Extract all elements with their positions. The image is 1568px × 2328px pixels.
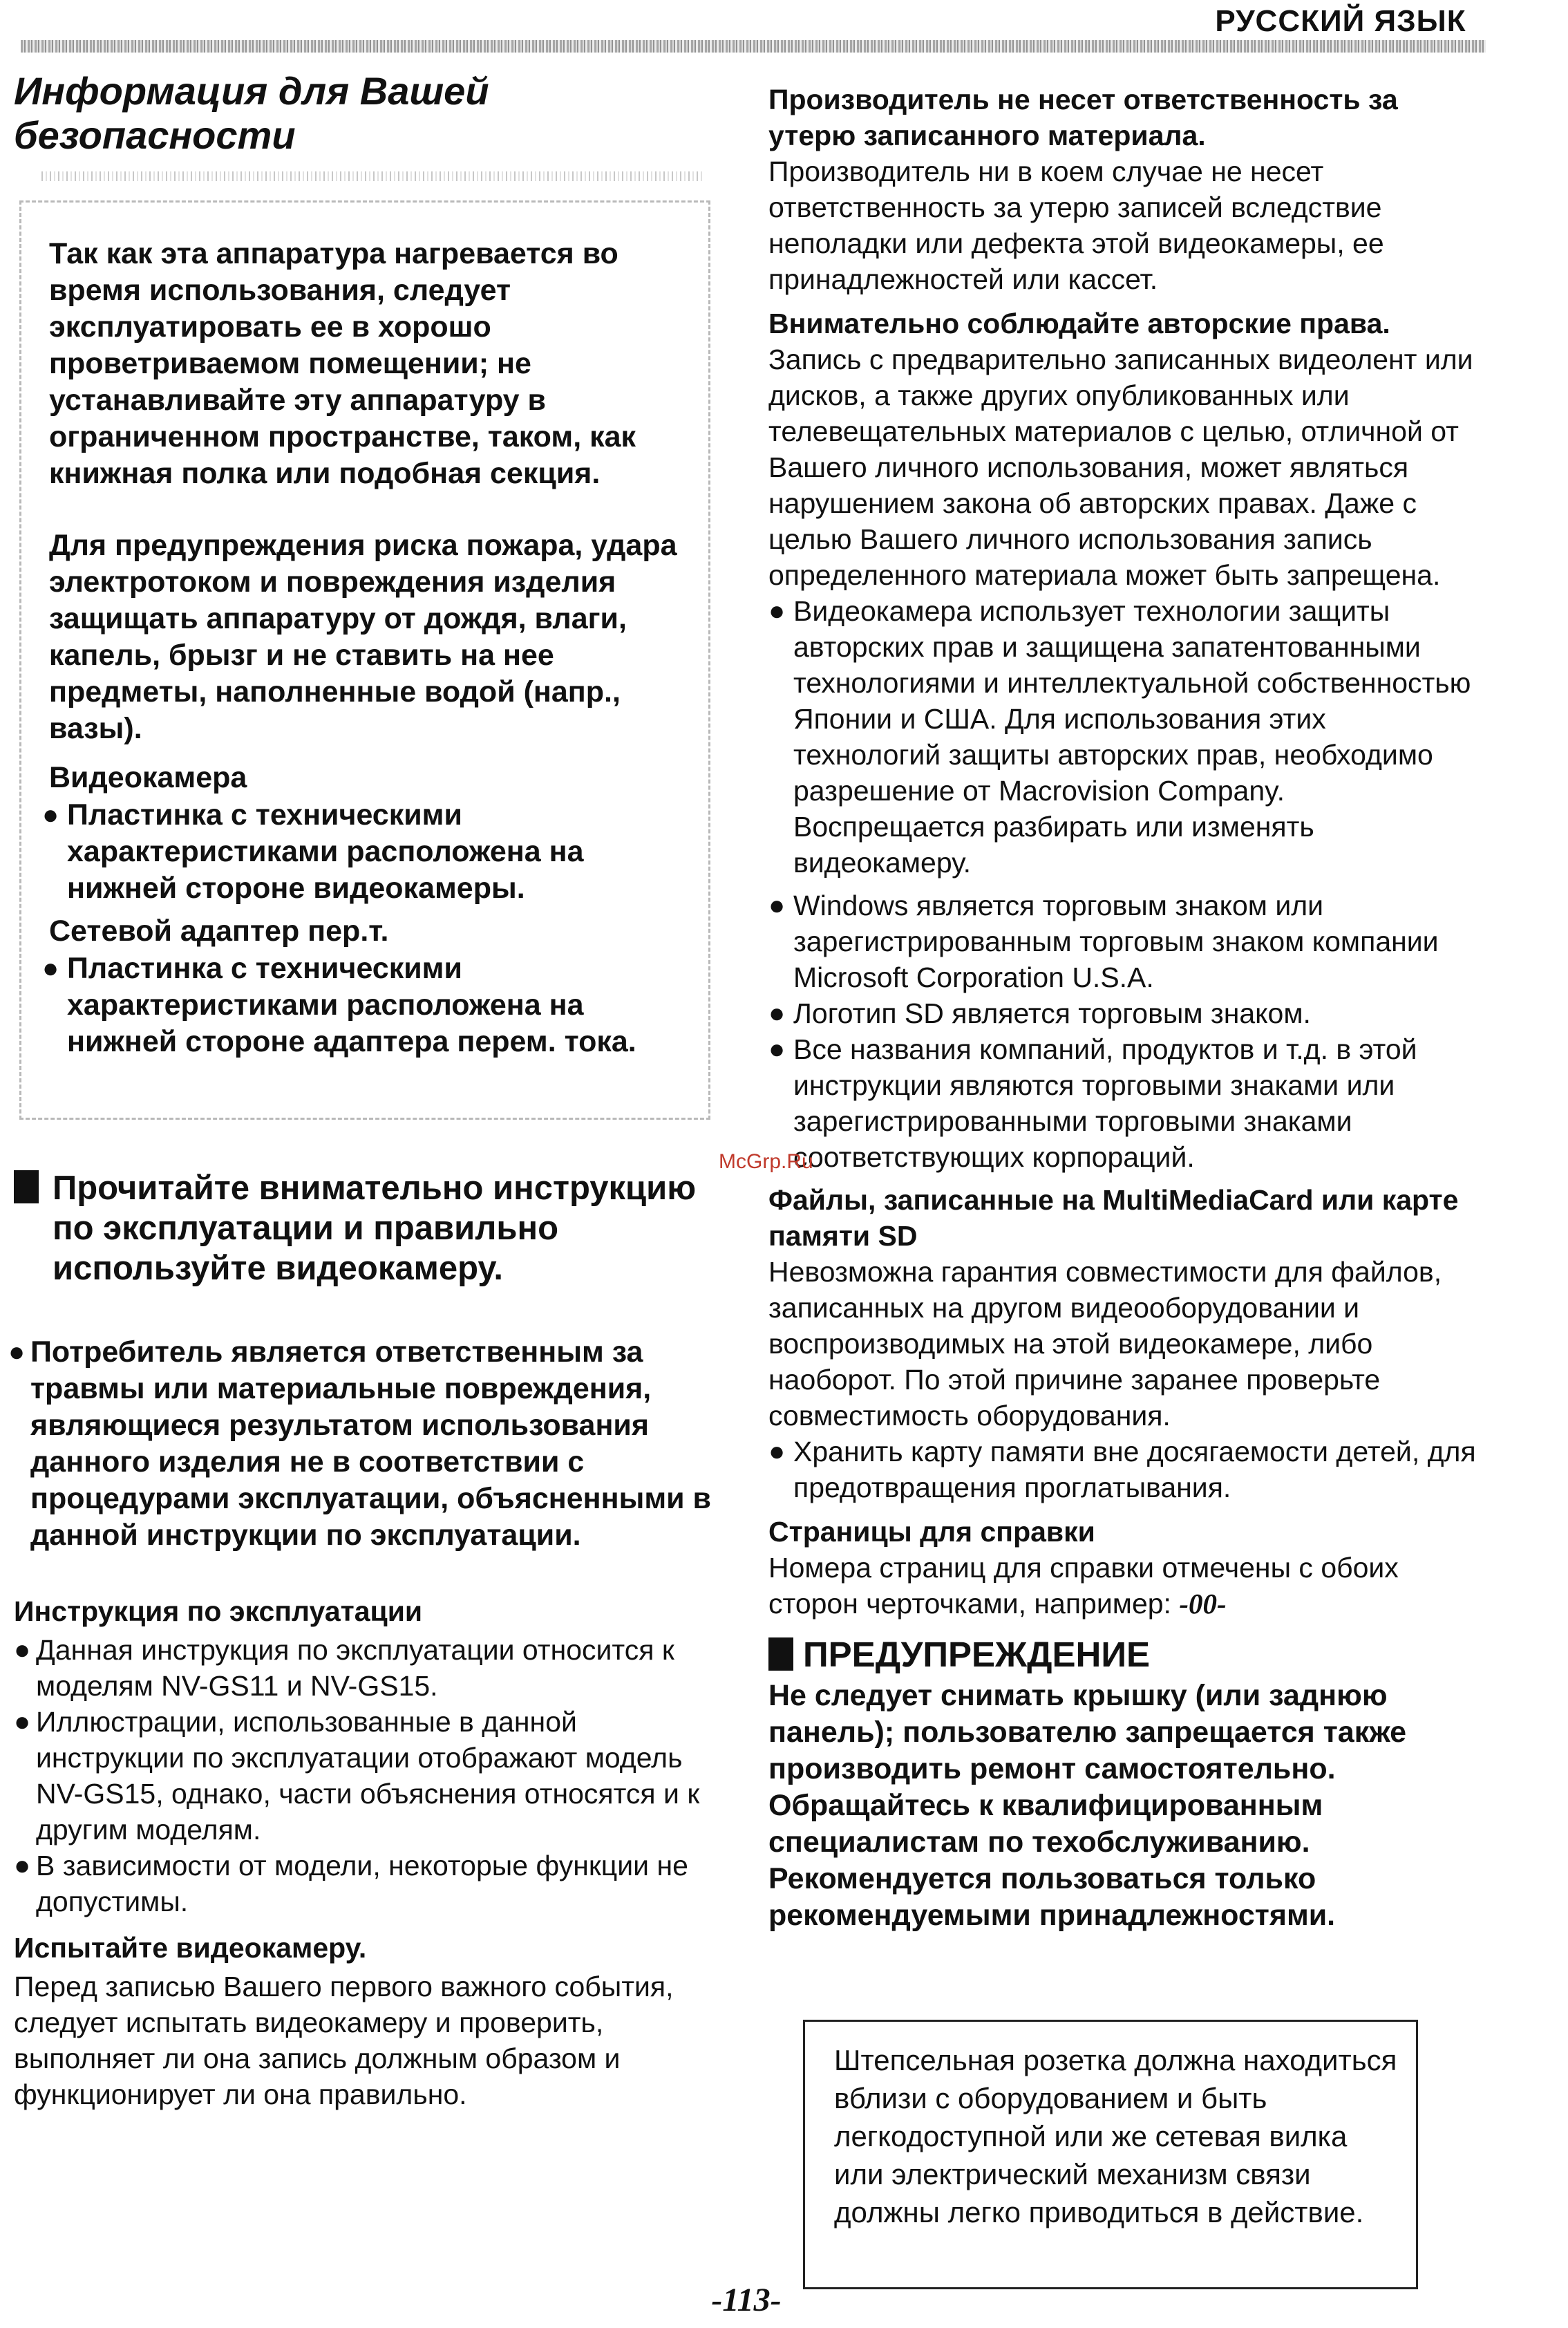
warning-text: Не следует снимать крышку (или заднюю панель); пользователю запрещается также производить ремонт самостоятельно. Обращайтесь к квалифицированным специалистам по техобслуживанию. Рекомендуется пользоваться только рекомендуемыми принадлежностями.: [768, 1679, 1407, 1932]
files-bullet: [768, 1434, 1480, 1505]
camera-rating-text: Пластинка с техническими характеристиками расположена на нижней стороне видеокамеры.: [67, 798, 584, 905]
bullet-dot-icon: ●: [768, 1436, 786, 1467]
reference-text: Номера страниц для справки отмечены с обоих сторон черточками, например:: [768, 1552, 1399, 1620]
bullet-dot-icon: ●: [768, 998, 786, 1029]
header-rule: [21, 40, 1486, 53]
files-text: Невозможна гарантия совместимости для файлов, записанных на другом видеооборудовании и воспроизводимых на этой видеокамере, либо наоборот. По этой причине заранее проверьте совместимость оборудования.: [768, 1256, 1442, 1431]
bullet-dot-icon: ●: [42, 953, 59, 984]
instructions-bullet: [14, 1848, 726, 1919]
instructions-heading: Инструкция по эксплуатации: [14, 1595, 423, 1627]
responsibility-text: Потребитель является ответственным за травмы или материальные повреждения, являющиеся результатом использования данного изделия не в соответствии с процедурами эксплуатации, объясненными в данной инструкции по эксплуатации.: [30, 1335, 711, 1552]
adapter-heading: Сетевой адаптер пер.т.: [49, 914, 389, 948]
bullet-dot-icon: ●: [768, 596, 786, 626]
warning-heading: ПРЕДУПРЕЖДЕНИЕ: [803, 1635, 1151, 1674]
copyright-bullet: [768, 593, 1480, 881]
test-camera-text: Перед записью Вашего первого важного события, следует испытать видеокамеру и проверить, выполняет ли она запись должным образом и функционирует ли она правильно.: [14, 1971, 674, 2110]
bullet-dot-icon: ●: [768, 1034, 786, 1064]
copyright-bullet: [768, 888, 1480, 995]
copyright-bullet-text: Логотип SD является торговым знаком.: [793, 997, 1311, 1029]
instructions-bullet-text: Данная инструкция по эксплуатации относится к моделям NV-GS11 и NV-GS15.: [36, 1634, 674, 1702]
warning-heading-row: [768, 1634, 1480, 1675]
bullet-dot-icon: ●: [14, 1707, 31, 1737]
safety-paragraph-fire: Для предупреждения риска пожара, удара электротоком и повреждения изделия защищать аппаратуру от дождя, влаги, капель, брызг и не ставить на нее предметы, наполненные водой (напр., вазы).: [49, 529, 677, 745]
bullet-dot-icon: ●: [14, 1850, 31, 1881]
instructions-bullet: [14, 1632, 726, 1704]
read-instructions-heading: Прочитайте внимательно инструкцию по эксплуатации и правильно используйте видеокамеру.: [14, 1168, 744, 1288]
reference-text-block: [768, 1550, 1480, 1622]
safety-paragraph-heat: Так как эта аппаратура нагревается во время использования, следует эксплуатировать ее в хорошо проветриваемом помещении; не устанавливайте эту аппаратуру в ограниченном пространстве, таком, как книжная полка или подобная секция.: [49, 237, 636, 490]
test-camera-heading: Испытайте видеокамеру.: [14, 1932, 367, 1964]
watermark: McGrp.Ru: [719, 1150, 813, 1173]
page-title: [14, 69, 705, 158]
page-number: -113-: [711, 2282, 782, 2318]
safety-box: [19, 200, 710, 1120]
plug-note-text: Штепсельная розетка должна находиться вблизи с оборудованием и быть легкодоступной или же сетевая вилка или электрический механизм связи должны легко приводиться в действие.: [834, 2044, 1397, 2228]
bullet-dot-icon: ●: [8, 1337, 26, 1367]
title-underline-noise: [41, 171, 705, 181]
reference-example: -00-: [1179, 1588, 1227, 1620]
page-title-line-2: безопасности: [14, 113, 296, 157]
copyright-text: Запись с предварительно записанных видеолент или дисков, а также других опубликованных или телевещательных материалов с целью, отличной от Вашего личного использования, может являться нарушением закона об авторских правах. Даже с целью Вашего личного использования запись определенного материала может быть запрещена.: [768, 344, 1473, 591]
bullet-dot-icon: ●: [42, 800, 59, 830]
liability-text: Производитель ни в коем случае не несет ответственность за утерю записей вследствие неполадки или дефекта этой видеокамеры, ее принадлежностей или кассет.: [768, 156, 1384, 295]
copyright-bullet-text: Все названия компаний, продуктов и т.д. в этой инструкции являются торговыми знаками или зарегистрированными торговыми знаками соответствующих корпораций.: [793, 1033, 1417, 1173]
instructions-bullet: [14, 1704, 726, 1848]
language-label: РУССКИЙ ЯЗЫК: [1215, 4, 1466, 38]
bullet-dot-icon: ●: [768, 890, 786, 921]
files-bullet-text: Хранить карту памяти вне досягаемости детей, для предотвращения проглатывания.: [793, 1436, 1476, 1503]
adapter-rating-text: Пластинка с техническими характеристиками расположена на нижней стороне адаптера перем. тока.: [67, 952, 636, 1058]
instructions-section: [14, 1595, 726, 2112]
right-column: [768, 82, 1480, 1934]
reference-heading: Страницы для справки: [768, 1516, 1095, 1548]
copyright-heading: Внимательно соблюдайте авторские права.: [768, 308, 1390, 339]
adapter-rating-bullet: [42, 950, 699, 1060]
instructions-bullet-text: Иллюстрации, использованные в данной инструкции по эксплуатации отображают модель NV-GS15, однако, части объяснения относятся и к другим моделям.: [36, 1706, 700, 1846]
copyright-bullet: [768, 1031, 1480, 1175]
copyright-bullet-text: Видеокамера использует технологии защиты авторских прав и защищена запатентованными технологиями и интеллектуальной собственностью Японии и США. Для использования этих технологий защиты авторских прав, необходимо разрешение от Macrovision Company. Воспрещается разбирать или изменять видеокамеру.: [793, 595, 1471, 879]
section-square-icon: [768, 1637, 793, 1671]
camera-heading: Видеокамера: [49, 761, 247, 794]
section-square-icon: [14, 1170, 39, 1203]
instructions-bullet-text: В зависимости от модели, некоторые функции не допустимы.: [36, 1850, 688, 1917]
copyright-bullet-text: Windows является торговым знаком или зарегистрированным торговым знаком компании Microsoft Corporation U.S.A.: [793, 890, 1439, 993]
responsibility-bullet: [8, 1334, 720, 1554]
liability-heading: Производитель не несет ответственность за утерю записанного материала.: [768, 84, 1398, 151]
copyright-bullet: [768, 995, 1480, 1031]
page-title-line-1: Информация для Вашей: [14, 69, 489, 113]
files-heading: Файлы, записанные на MultiMediaCard или карте памяти SD: [768, 1184, 1459, 1252]
camera-rating-bullet: [42, 797, 699, 907]
bullet-dot-icon: ●: [14, 1635, 31, 1665]
plug-note-box: [803, 2020, 1418, 2289]
